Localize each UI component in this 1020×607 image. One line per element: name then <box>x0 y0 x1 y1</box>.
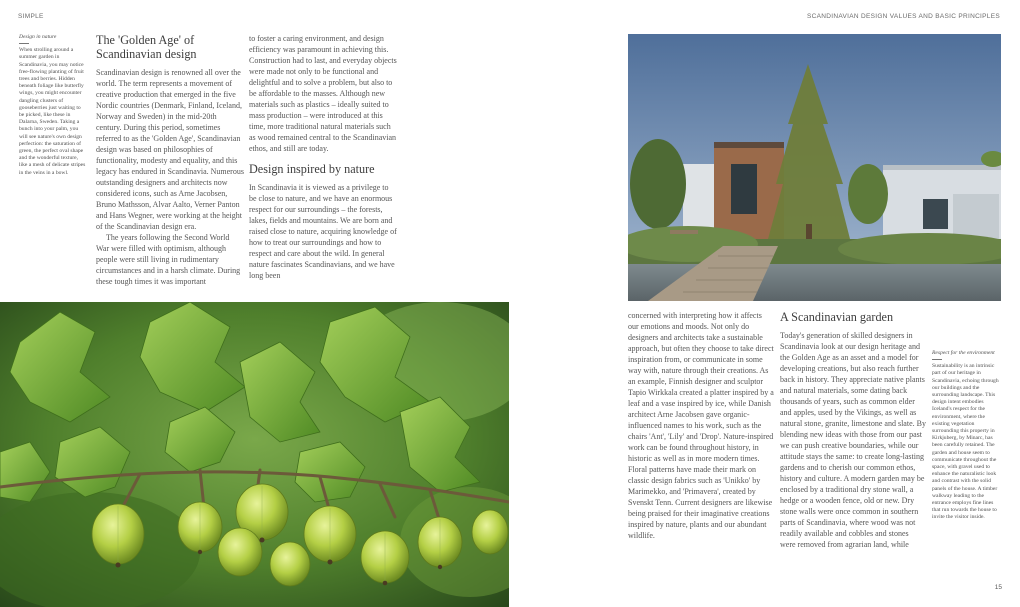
paragraph: In Scandinavia it is viewed as a privilege to be close to nature, and we have an enormous respect for our surroundings – the forests, lakes, fields and mountains. We are born and raised close to nature, acquiring knowledge of how to treat our surroundings and how to respect and care about the wild. In general nature fascinates Scandinavians, and we have long been <box>249 183 397 280</box>
paragraph: Today's generation of skilled designers in Scandinavia look at our design heritage and the Golden Age as an asset and a model for developing creations, but also reach further back in history. They appreciate native plants and natural materials, some dating back thousands of years, such as common elder and apples, used by the Vikings, as well as natural stone, granite, limestone and slate. By blending new ideas with those from our past we can push creative boundaries, while our attitude stays the same: to create long-lasting gardens and to cherish our common ethos, history and culture. A modern garden may be enclosed by a traditional dry stone wall, a hedge or a wooden fence, old or new. Dry stone walls were once common in southern parts of Scandinavia, where wood was not readily available and cobbles and stones were removed from agrarian land, while <box>780 331 926 549</box>
text-column-4 <box>780 310 926 590</box>
text-column-1 <box>96 33 244 293</box>
sidebar-caption-text: Sustainability is an intrinsic part of our heritage in Scandinavia, echoing through our buildings and the surrounding landscape. This design intent embodies Iceland's respect for the environment, where the existing vegetation surrounding this property in Kirkjuberg, by Minarc, has been carefully retained. The garden and house seem to communicate throughout the space, with gravel used to enhance the naturalistic look and contrast with the solid panels of the house. A timber walkway leading to the entrance employs fine lines that run towards the house to invite the visitor inside. <box>932 363 999 521</box>
sidebar-caption-title: Respect for the environment <box>932 350 995 356</box>
caption-divider <box>932 359 942 360</box>
section-heading-scandinavian-garden: A Scandinavian garden <box>780 310 894 324</box>
section-heading-golden-age: The 'Golden Age' of Scandinavian design <box>96 33 197 61</box>
garden-house-illustration <box>628 34 1001 301</box>
sidebar-caption-respect-environment <box>932 350 1000 522</box>
caption-divider <box>19 43 29 44</box>
paragraph: Scandinavian design is renowned all over the world. The term represents a movement of creative production that emerged in the five Nordic countries (Denmark, Finland, Iceland, Norway and Sweden) in the mid-20th century. During this period, sometimes referred to as the 'Golden Age', Scandinavian design was based on philosophies of functionality, modesty and equality, and this legacy has endured in Scandinavia. Numerous outstanding designers and architects now considered icons, such as Arne Jacobsen, Bruno Mathsson, Alvar Aalto, Verner Panton and Hans Wegner, were working at the height of the Scandinavian design era. <box>96 68 244 231</box>
running-head-left: SIMPLE <box>18 13 44 20</box>
text-column-2 <box>249 33 397 293</box>
paragraph: The years following the Second World War were filled with optimism, although people were still living in rudimentary circumstances and in a harsh climate. During these tough times it was important <box>96 233 241 286</box>
sidebar-caption-text: When strolling around a summer garden in Scandinavia, you may notice free-flowing planting of fruit trees and berries. Hidden beneath foliage like butterfly wings, you might encounter dangling clusters of gooseberries just waiting to be picked, like these in Dalarna, Sweden. Taking a bunch into your palm, you will see nature's own design perfection: the saturation of green, the perfect oval shape and the wonderful texture, like a mesh of delicate stripes in the veins in a bowl. <box>19 47 86 176</box>
running-head-right: SCANDINAVIAN DESIGN VALUES AND BASIC PRINCIPLES <box>806 13 1000 20</box>
section-heading-inspired-by-nature: Design inspired by nature <box>249 162 375 176</box>
sidebar-caption-title: Design in nature <box>19 34 57 40</box>
gooseberry-illustration <box>0 302 509 607</box>
paragraph: concerned with interpreting how it affects our emotions and moods. Not only do designers and architects take a sustainable approach, but often they choose to take direct inspiration from, or communicate in some way with, nature through their creations. As an example, Finnish designer and sculptor Tapio Wirkkala created a platter inspired by a leaf and a vase inspired by ice, while Danish architect Arne Jacobsen gave organic-influenced names to his work, such as the chairs 'Ant', 'Lily' and 'Drop'. Nature-inspired work can be found throughout history, in historic as well as in more modern times. Floral patterns have made their mark on classic design fabrics such as 'Unikko' by Marimekko, and 'Primavera', created by Svenskt Tenn. Current designers are likewise being praised for their imaginative creations inspired by nature, plants and our abundant wildlife. <box>628 311 774 540</box>
text-column-3 <box>628 310 774 590</box>
gooseberry-photo <box>0 302 509 607</box>
sidebar-caption-design-in-nature <box>19 34 87 177</box>
scandinavian-garden-photo <box>628 34 1001 301</box>
page-number: 15 <box>994 584 1002 591</box>
paragraph: to foster a caring environment, and design efficiency was paramount in achieving this. Construction had to last, and everyday objects were made not only to be functional and delightful and to solve a problem, but also to be affordable to the masses. Although new materials such as plastics – ideally suited to mass production – were introduced at this time, more traditional natural materials such as wood remained central to the Scandinavian ethos, and still are today. <box>249 34 397 153</box>
